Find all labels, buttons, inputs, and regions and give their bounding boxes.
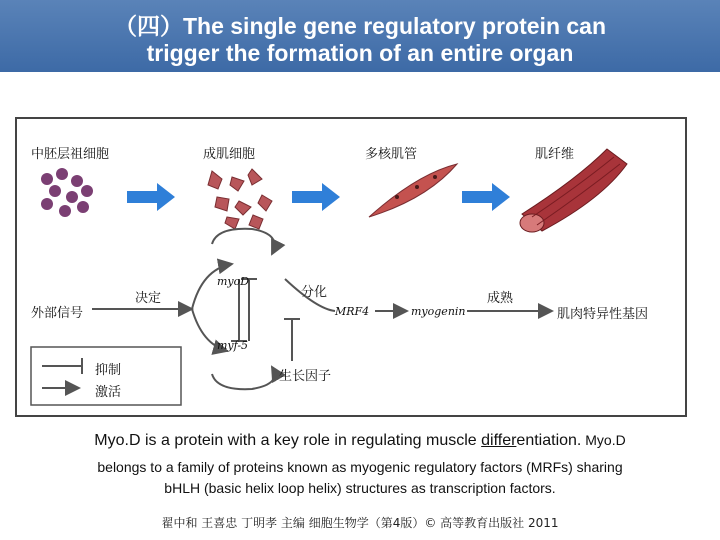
inhibit-symbol-icon bbox=[42, 358, 82, 374]
caption-line2: belongs to a family of proteins known as myogenic regulatory factors (MRFs) sharing bbox=[97, 459, 623, 475]
stage-label-myoblast: 成肌细胞 bbox=[203, 147, 256, 162]
muscle-specific-genes-label: 肌肉特异性基因 bbox=[557, 307, 649, 322]
differentiation-label: 分化 bbox=[301, 285, 328, 300]
differentiation-link[interactable]: differ bbox=[481, 432, 517, 449]
caption-line1-tail: Myo.D bbox=[581, 432, 626, 448]
caption-line1 bbox=[30, 432, 690, 450]
caption-line1-post: entiation. bbox=[516, 432, 582, 449]
growth-factor-label: 生长因子 bbox=[279, 369, 332, 384]
mrf4-gene-label: MRF4 bbox=[335, 305, 370, 318]
caption-line1-pre: Myo.D is a protein with a key role in regulating muscle bbox=[94, 432, 482, 449]
myod-gene-label: myoD bbox=[217, 275, 250, 288]
maturation-label: 成熟 bbox=[487, 291, 514, 306]
title-bar bbox=[0, 0, 720, 72]
slide-title-line1: （四）The single gene regulatory protein can bbox=[113, 13, 607, 39]
myogenesis-diagram bbox=[15, 117, 687, 417]
legend-inhibit-label: 抑制 bbox=[95, 363, 122, 378]
stage-label-myotube: 多核肌管 bbox=[365, 147, 418, 162]
progenitor-cells-image bbox=[41, 168, 93, 217]
legend-activate-label: 激活 bbox=[95, 385, 122, 400]
caption-line3: bHLH (basic helix loop helix) structures as transcription factors. bbox=[164, 480, 556, 496]
caption-body bbox=[30, 457, 690, 499]
stage-label-fiber: 肌纤维 bbox=[535, 147, 575, 162]
determination-label: 决定 bbox=[135, 291, 162, 306]
stage-arrows bbox=[127, 183, 510, 211]
reference-citation: 翟中和 王喜忠 丁明孝 主编 细胞生物学（第4版）© 高等教育出版社 2011 bbox=[161, 516, 559, 530]
myogenin-gene-label: myogenin bbox=[411, 305, 466, 318]
external-signal-label: 外部信号 bbox=[31, 306, 84, 321]
slide-title-line2: trigger the formation of an entire organ bbox=[146, 40, 574, 66]
myoblasts-image bbox=[208, 169, 272, 229]
stage-label-progenitor: 中胚层祖细胞 bbox=[31, 147, 110, 162]
myf5-gene-label: myf-5 bbox=[217, 339, 249, 352]
myotube-image bbox=[369, 164, 457, 217]
